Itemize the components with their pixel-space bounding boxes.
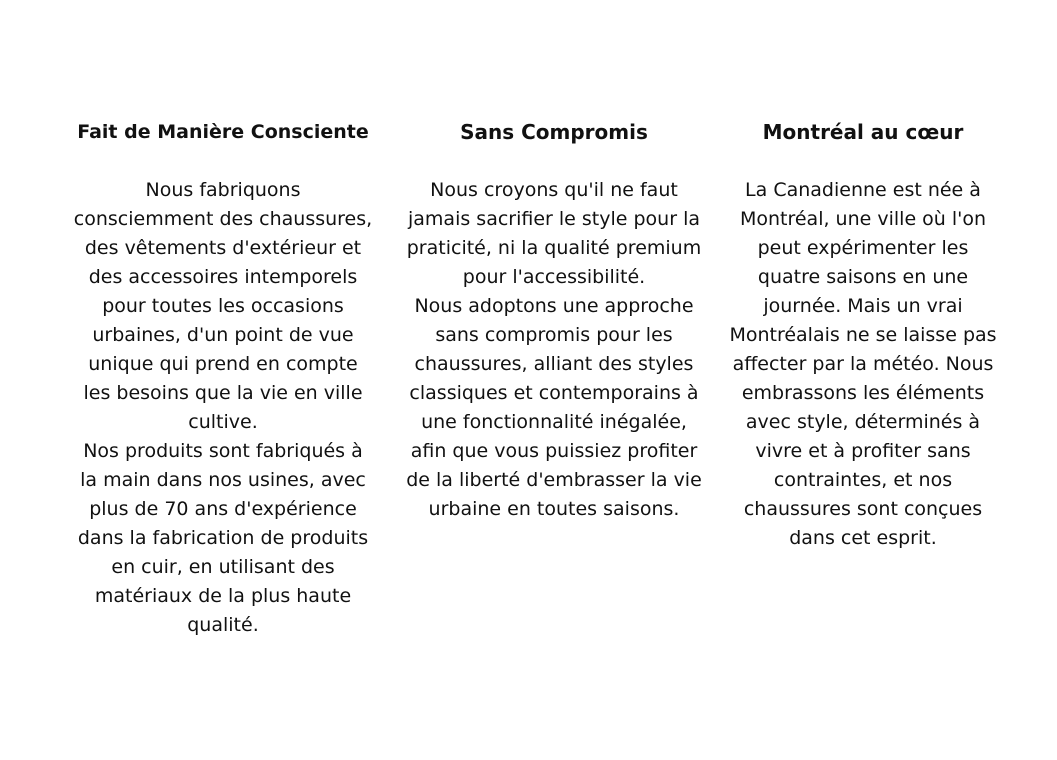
column-title: Fait de Manière Consciente bbox=[77, 121, 369, 143]
column-paragraph: Nos produits sont fabriqués à la main dans nos usines, avec plus de 70 ans d'expérience dans la fabrication de produits en cuir, en utilisant des matériaux de la plus haute qualité. bbox=[77, 440, 369, 636]
column-text bbox=[727, 176, 999, 553]
column-text bbox=[73, 176, 373, 640]
column-text bbox=[405, 176, 703, 524]
column-consciously-made bbox=[73, 118, 373, 640]
column-paragraph: Nous adoptons une approche sans compromis pour les chaussures, alliant des styles classiques et contemporains à une fonctionnalité inégalée, afin que vous puissiez profiter de la liberté d'embrasser la vie urbaine en toutes saisons. bbox=[406, 295, 702, 520]
column-no-compromise bbox=[405, 118, 703, 524]
column-title: Sans Compromis bbox=[460, 120, 648, 144]
column-paragraph: Nous croyons qu'il ne faut jamais sacrifier le style pour la praticité, ni la qualité premium pour l'accessibilité. bbox=[406, 179, 702, 288]
column-montreal-at-heart bbox=[727, 118, 999, 553]
column-paragraph: Nous fabriquons consciemment des chaussures, des vêtements d'extérieur et des accessoires intemporels pour toutes les occasions urbaines, d'un point de vue unique qui prend en compte les besoins que la vie en ville cultive. bbox=[73, 179, 373, 433]
column-paragraph: La Canadienne est née à Montréal, une ville où l'on peut expérimenter les quatre saisons en une journée. Mais un vrai Montréalais ne se laisse pas affecter par la météo. Nous embrassons les éléments avec style, déterminés à vivre et à profiter sans contraintes, et nos chaussures sont conçues dans cet esprit. bbox=[729, 179, 997, 549]
column-title: Montréal au cœur bbox=[762, 120, 964, 144]
